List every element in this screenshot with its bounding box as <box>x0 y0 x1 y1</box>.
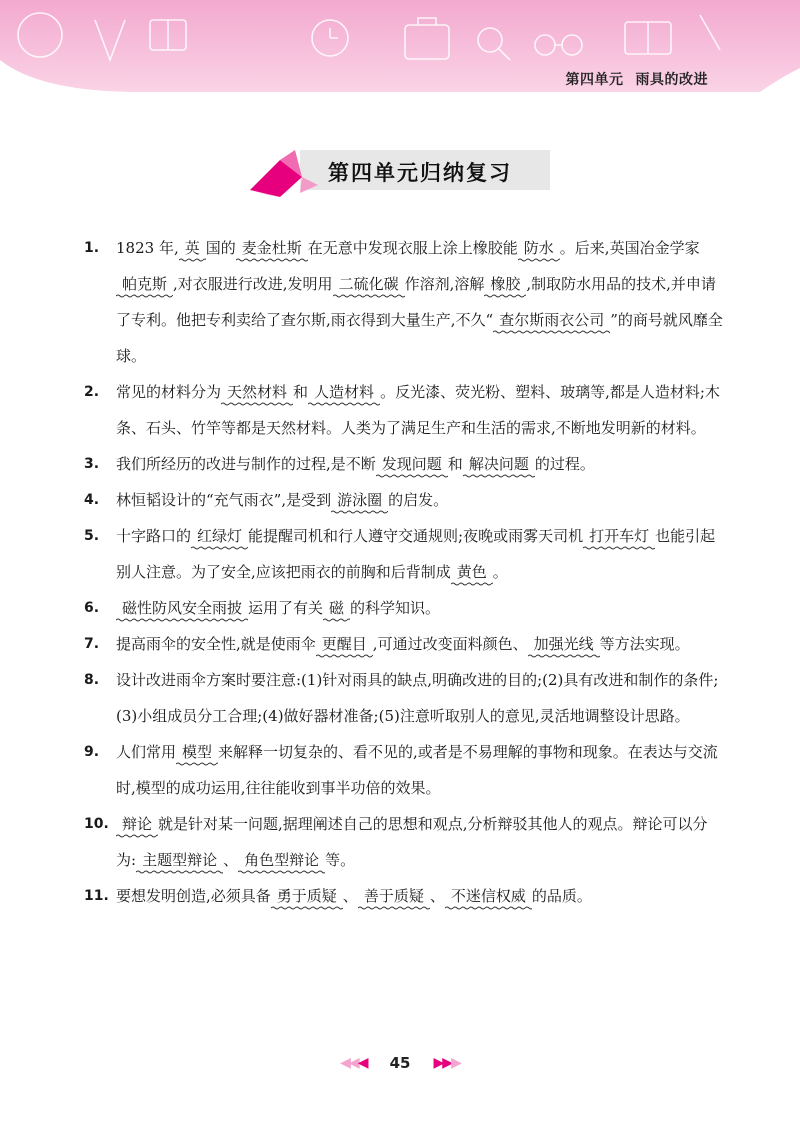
page-header <box>0 0 800 100</box>
question-text: ,制取防水用品的技术,并申请了专利。他把专利卖给了查尔斯,雨衣得到大量生产,不久“ <box>116 275 716 329</box>
question-item <box>84 482 724 518</box>
question-text: 运用了有关 <box>248 599 324 617</box>
question-text: 我们所经历的改进与制作的过程,是不断 <box>116 455 376 473</box>
answer-blank: 磁 <box>323 590 350 626</box>
question-text: 、 <box>342 887 358 905</box>
question-text: 。后来,英国冶金学家 <box>559 239 700 257</box>
answer-blank: 麦金杜斯 <box>236 230 308 266</box>
question-number: 7. <box>84 636 100 652</box>
question-text: 林恒韬设计的“充气雨衣”,是受到 <box>116 491 332 509</box>
question-text: 的过程。 <box>534 455 595 473</box>
question-item <box>84 806 724 878</box>
question-text: 就是针对某一问题,据理阐述自己的思想和观点,分析辩驳其他人的观点。辩论可以分为: <box>116 815 708 869</box>
question-number: 10. <box>84 816 109 832</box>
prev-arrows-icon: ◀◀ <box>340 1054 358 1071</box>
question-number: 6. <box>84 600 100 616</box>
page-footer <box>0 1052 800 1076</box>
question-text: 能提醒司机和行人遵守交通规则;夜晚或雨雾天司机 <box>248 527 584 545</box>
answer-blank: 辩论 <box>116 806 158 842</box>
question-item <box>84 518 724 590</box>
question-number: 8. <box>84 672 100 688</box>
question-text: 也能引起别人注意。为了安全,应该把雨衣的前胸和后背制成 <box>116 527 716 581</box>
question-item <box>84 626 724 662</box>
question-item <box>84 590 724 626</box>
question-text: 常见的材料分为 <box>116 383 222 401</box>
question-text: 设计改进雨伞方案时要注意:(1)针对雨具的缺点,明确改进的目的;(2)具有改进和制作的条件;(3)小组成员分工合理;(4)做好器材准备;(5)注意听取别人的意见,灵活地调整设计思路。 <box>116 671 719 725</box>
ribbon-icon <box>240 145 330 205</box>
answer-blank: 善于质疑 <box>358 878 430 914</box>
question-item <box>84 230 724 374</box>
answer-blank: 角色型辩论 <box>238 842 325 878</box>
answer-blank: 红绿灯 <box>191 518 248 554</box>
unit-label <box>566 69 709 89</box>
answer-blank: 人造材料 <box>308 374 380 410</box>
question-number: 1. <box>84 240 100 256</box>
answer-blank: 天然材料 <box>221 374 293 410</box>
question-text: 在无意中发现衣服上涂上橡胶能 <box>307 239 518 257</box>
lesson-name: 雨具的改进 <box>635 72 708 88</box>
question-text: 等。 <box>325 851 356 869</box>
question-number: 9. <box>84 744 100 760</box>
answer-blank: 勇于质疑 <box>271 878 343 914</box>
next-arrow-icon: ▶▶ <box>433 1054 452 1071</box>
question-text: 。 <box>492 563 508 581</box>
page-title: 第四单元归纳复习 <box>328 160 512 185</box>
answer-blank: 模型 <box>176 734 218 770</box>
question-text: 国的 <box>205 239 236 257</box>
answer-blank: 发现问题 <box>376 446 448 482</box>
page-number: 45 <box>389 1053 411 1072</box>
question-text: 作溶剂,溶解 <box>404 275 485 293</box>
question-item <box>84 662 724 734</box>
question-text: 提高雨伞的安全性,就是使雨伞 <box>116 635 316 653</box>
section-title-block <box>240 145 560 195</box>
question-item <box>84 374 724 446</box>
question-text: 十字路口的 <box>116 527 192 545</box>
answer-blank: 二硫化碳 <box>333 266 405 302</box>
question-text: 1823 年, <box>116 239 179 257</box>
answer-blank: 游泳圈 <box>331 482 388 518</box>
answer-blank: 加强光线 <box>528 626 600 662</box>
answer-blank: 橡胶 <box>484 266 526 302</box>
question-text: 的品质。 <box>531 887 592 905</box>
question-item <box>84 446 724 482</box>
question-item <box>84 878 724 914</box>
question-text: 和 <box>293 383 309 401</box>
question-number: 11. <box>84 888 109 904</box>
question-text: ,可通过改变面料颜色、 <box>372 635 528 653</box>
unit-name: 第四单元 <box>565 72 624 88</box>
review-list <box>84 230 724 914</box>
answer-blank: 英 <box>179 230 206 266</box>
question-number: 5. <box>84 528 100 544</box>
answer-blank: 不迷信权威 <box>445 878 532 914</box>
question-text: 、 <box>429 887 445 905</box>
question-number: 3. <box>84 456 100 472</box>
answer-blank: 查尔斯雨衣公司 <box>493 302 610 338</box>
answer-blank: 更醒目 <box>316 626 373 662</box>
prev-arrow-icon: ◀ <box>357 1054 367 1071</box>
question-text: 的启发。 <box>388 491 449 509</box>
answer-blank: 打开车灯 <box>583 518 655 554</box>
answer-blank: 主题型辩论 <box>136 842 223 878</box>
question-text: 的科学知识。 <box>350 599 441 617</box>
next-arrows-icon: ▶ <box>451 1054 460 1071</box>
answer-blank: 磁性防风安全雨披 <box>116 590 248 626</box>
answer-blank: 防水 <box>518 230 560 266</box>
question-item <box>84 734 724 806</box>
question-text: ,对衣服进行改进,发明用 <box>173 275 333 293</box>
question-text: 来解释一切复杂的、看不见的,或者是不易理解的事物和现象。在表达与交流时,模型的成功运用,往往能收到事半功倍的效果。 <box>116 743 718 797</box>
question-number: 2. <box>84 384 100 400</box>
answer-blank: 解决问题 <box>463 446 535 482</box>
question-text: 和 <box>447 455 463 473</box>
answer-blank: 黄色 <box>451 554 493 590</box>
question-text: ”的商号就风靡全球。 <box>116 311 723 365</box>
question-text: 、 <box>223 851 239 869</box>
question-text: 。反光漆、荧光粉、塑料、玻璃等,都是人造材料;木条、石头、竹竿等都是天然材料。人类为了满足生产和生活的需求,不断地发明新的材料。 <box>116 383 720 437</box>
question-number: 4. <box>84 492 100 508</box>
question-text: 等方法实现。 <box>599 635 690 653</box>
answer-blank: 帕克斯 <box>116 266 173 302</box>
question-text: 人们常用 <box>116 743 177 761</box>
question-text: 要想发明创造,必须具备 <box>116 887 271 905</box>
